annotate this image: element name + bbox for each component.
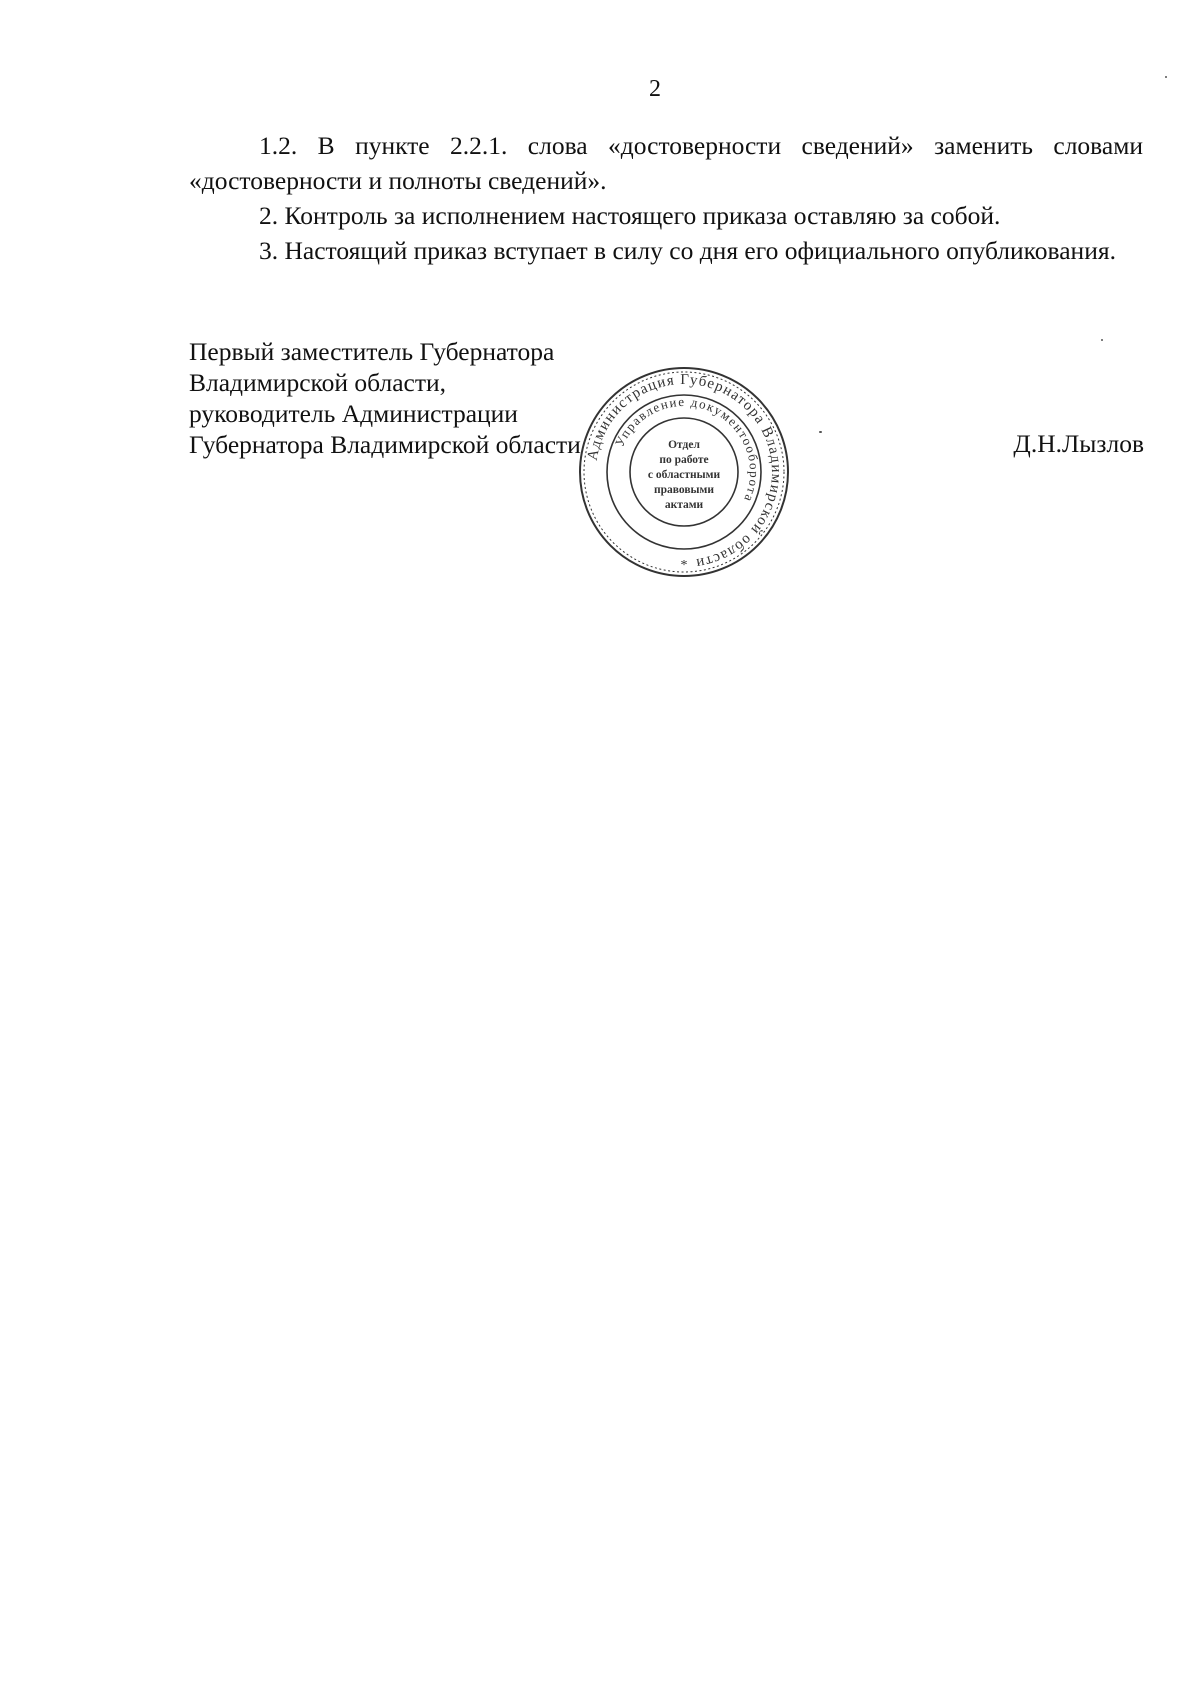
position-line: Первый заместитель Губернатора xyxy=(189,337,555,366)
position-line: руководитель Администрации xyxy=(189,399,518,428)
official-stamp xyxy=(578,366,790,578)
page-number: 2 xyxy=(649,76,661,102)
stamp-center-line: с областными xyxy=(647,469,721,481)
stamp-center-line: актами xyxy=(664,499,704,511)
stamp-center-line: правовыми xyxy=(653,484,715,496)
document-body xyxy=(189,128,1143,268)
paragraph-1-2: 1.2. В пункте 2.2.1. слова «достоверности сведений» заменить словами «достоверности и полноты сведений». xyxy=(189,131,1143,195)
paragraph-3: 3. Настоящий приказ вступает в силу со дня его официального опубликования. xyxy=(259,236,1116,265)
stamp-center-line: по работе xyxy=(659,454,709,466)
position-line: Губернатора Владимирской области xyxy=(189,430,581,459)
scan-speck xyxy=(819,431,822,433)
scan-speck xyxy=(1165,76,1167,78)
signer-name: Д.Н.Лызлов xyxy=(1013,429,1144,458)
stamp-center-line: Отдел xyxy=(668,439,700,451)
stamp-outer-text: Администрация Губернатора Владимирской области xyxy=(584,371,785,572)
stamp-middle-text: Управление документооборота xyxy=(611,393,763,506)
stamp-star-icon: * xyxy=(680,558,688,573)
paragraph-2: 2. Контроль за исполнением настоящего приказа оставляю за собой. xyxy=(259,201,1001,230)
scan-speck xyxy=(1101,339,1103,341)
position-line: Владимирской области, xyxy=(189,368,447,397)
signature-position xyxy=(189,336,581,460)
